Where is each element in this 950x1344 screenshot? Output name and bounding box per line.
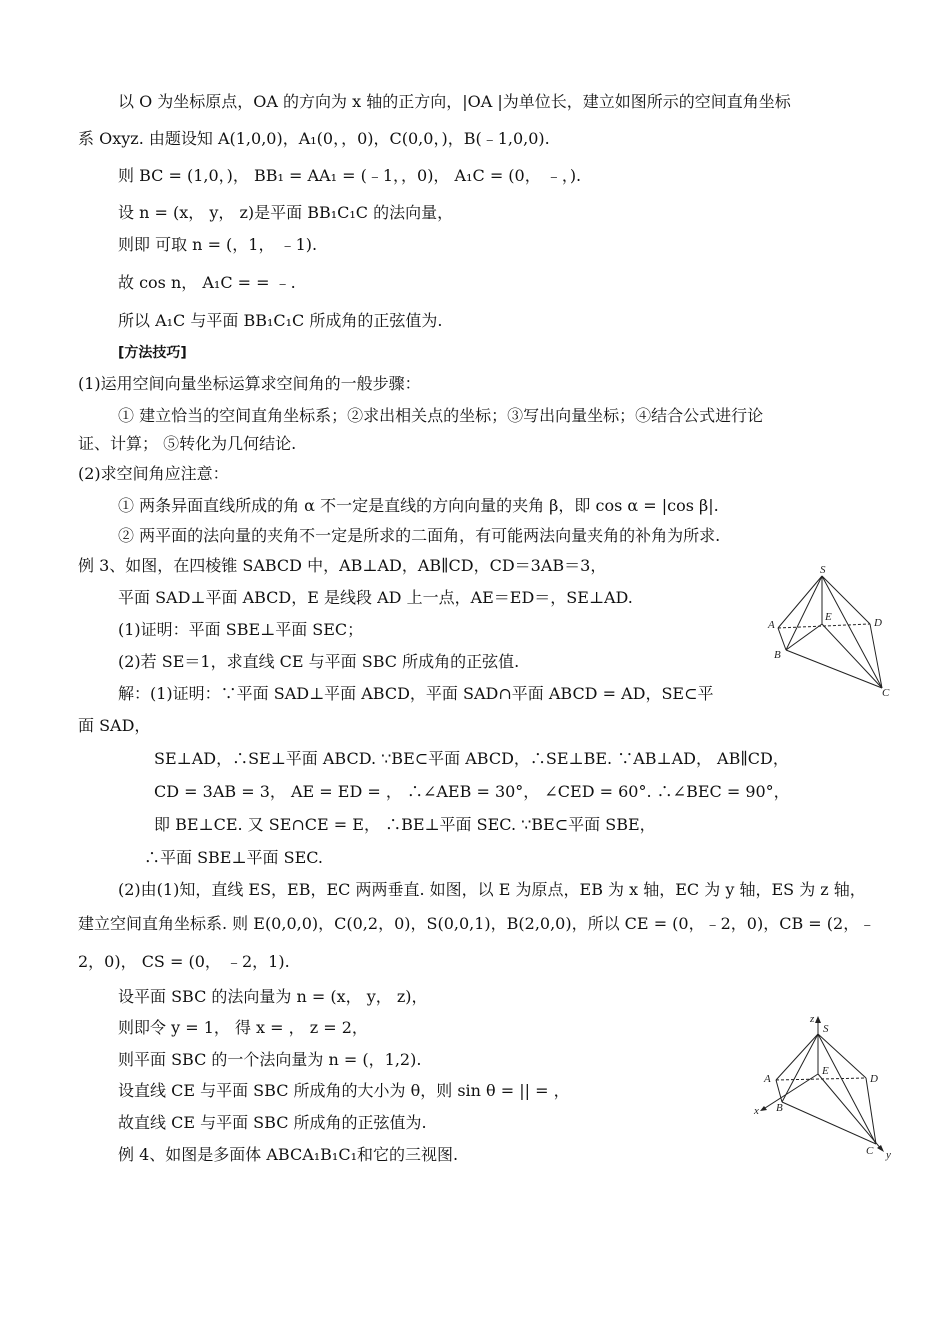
label-y: y [886,1149,891,1161]
text-line-l24: ∴平面 SBE⊥平面 SEC. [144,848,324,867]
label-s: S [820,564,826,576]
text-line-l13: ① 两条异面直线所成的角 α 不一定是直线的方向向量的夹角 β，即 cos α = |cos β|. [118,496,719,515]
text-line-l11: 证、计算； ⑤转化为几何结论. [78,434,297,453]
text-line-l15: 例 3、如图，在四棱锥 SABCD 中，AB⊥AD，AB∥CD，CD＝3AB＝3， [78,556,607,575]
text-line-l2: 系 Oxyz. 由题设知 A(1,0,0)，A₁(0，，0)，C(0,0，)，B(﹣1,0,0). [78,129,550,148]
text-line-l9: (1)运用空间向量坐标运算求空间角的一般步骤： [78,374,421,393]
text-line-l30: 则平面 SBC 的一个法向量为 n = (，1,2). [118,1050,422,1069]
text-line-l14: ② 两平面的法向量的夹角不一定是所求的二面角，有可能两法向量夹角的补角为所求. [118,526,721,545]
label-d2: D [870,1073,878,1085]
text-line-l10: ① 建立恰当的空间直角坐标系；②求出相关点的坐标；③写出向量坐标；④结合公式进行论 [118,406,764,425]
text-line-l22: CD = 3AB = 3， AE = ED = ， ∴∠AEB = 30°， ∠CED = 60°. ∴∠BEC = 90°， [154,782,790,801]
label-z: z [810,1013,815,1025]
label-d: D [874,617,882,629]
text-line-l18: (2)若 SE＝1，求直线 CE 与平面 SBC 所成角的正弦值. [118,652,520,671]
text-line-l20: 面 SAD， [78,716,151,735]
text-line-l33: 例 4、如图是多面体 ABCA₁B₁C₁和它的三视图. [118,1145,459,1164]
label-b: B [774,649,781,661]
text-line-l31: 设直线 CE 与平面 SBC 所成角的大小为 θ，则 sin θ = || = ， [118,1081,570,1100]
pyramid-figure-2 [752,1012,902,1164]
text-line-l27: 2，0)， CS = (0， ﹣2，1). [78,952,290,971]
label-a2: A [764,1073,771,1085]
text-line-l4: 设 n = (x， y， z)是平面 BB₁C₁C 的法向量， [118,203,454,222]
text-line-l28: 设平面 SBC 的法向量为 n = (x， y， z)， [118,987,428,1006]
text-line-l6: 故 cos n， A₁C = = ﹣. [118,273,296,292]
text-line-l1: 以 O 为坐标原点，OA 的方向为 x 轴的正方向，|OA |为单位长，建立如图所示的空间直角坐标 [118,92,791,111]
label-c: C [882,687,890,699]
text-line-l26: 建立空间直角坐标系. 则 E(0,0,0)，C(0,2，0)，S(0,0,1)，B(2,0,0)，所以 CE = (0，﹣2，0)，CB = (2，﹣ [78,914,876,933]
text-line-l21: SE⊥AD，∴SE⊥平面 ABCD. ∵BE⊂平面 ABCD，∴SE⊥BE. ∵AB⊥AD， AB∥CD， [154,749,789,768]
text-line-l12: (2)求空间角应注意： [78,464,229,483]
label-b2: B [776,1102,783,1114]
label-a: A [768,619,775,631]
text-line-l19: 解：(1)证明：∵平面 SAD⊥平面 ABCD，平面 SAD∩平面 ABCD = AD，SE⊂平 [118,684,714,703]
label-x: x [754,1105,759,1117]
text-line-l25: (2)由(1)知，直线 ES，EB，EC 两两垂直. 如图，以 E 为原点，EB 为 x 轴，EC 为 y 轴，ES 为 z 轴， [118,880,866,899]
text-line-l7: 所以 A₁C 与平面 BB₁C₁C 所成角的正弦值为. [118,311,443,330]
text-line-l32: 故直线 CE 与平面 SBC 所成角的正弦值为. [118,1113,427,1132]
pyramid-figure-1 [760,564,910,704]
label-s2: S [823,1023,829,1035]
text-line-l17: (1)证明：平面 SBE⊥平面 SEC； [118,620,364,639]
text-line-l8: [方法技巧] [118,345,187,361]
label-e2: E [822,1065,829,1077]
text-line-l29: 则即令 y = 1， 得 x = ， z = 2， [118,1018,368,1037]
label-c2: C [866,1145,874,1157]
text-line-l5: 则即 可取 n = (，1， ﹣1). [118,235,318,254]
text-line-l23: 即 BE⊥CE. 又 SE∩CE = E， ∴BE⊥平面 SEC. ∵BE⊂平面 SBE， [154,815,656,834]
text-line-l16: 平面 SAD⊥平面 ABCD，E 是线段 AD 上一点，AE＝ED＝，SE⊥AD. [118,588,633,607]
label-e: E [825,611,832,623]
text-line-l3: 则 BC = (1,0，)， BB₁ = AA₁ = (﹣1，，0)， A₁C = (0， ﹣，). [118,166,582,185]
